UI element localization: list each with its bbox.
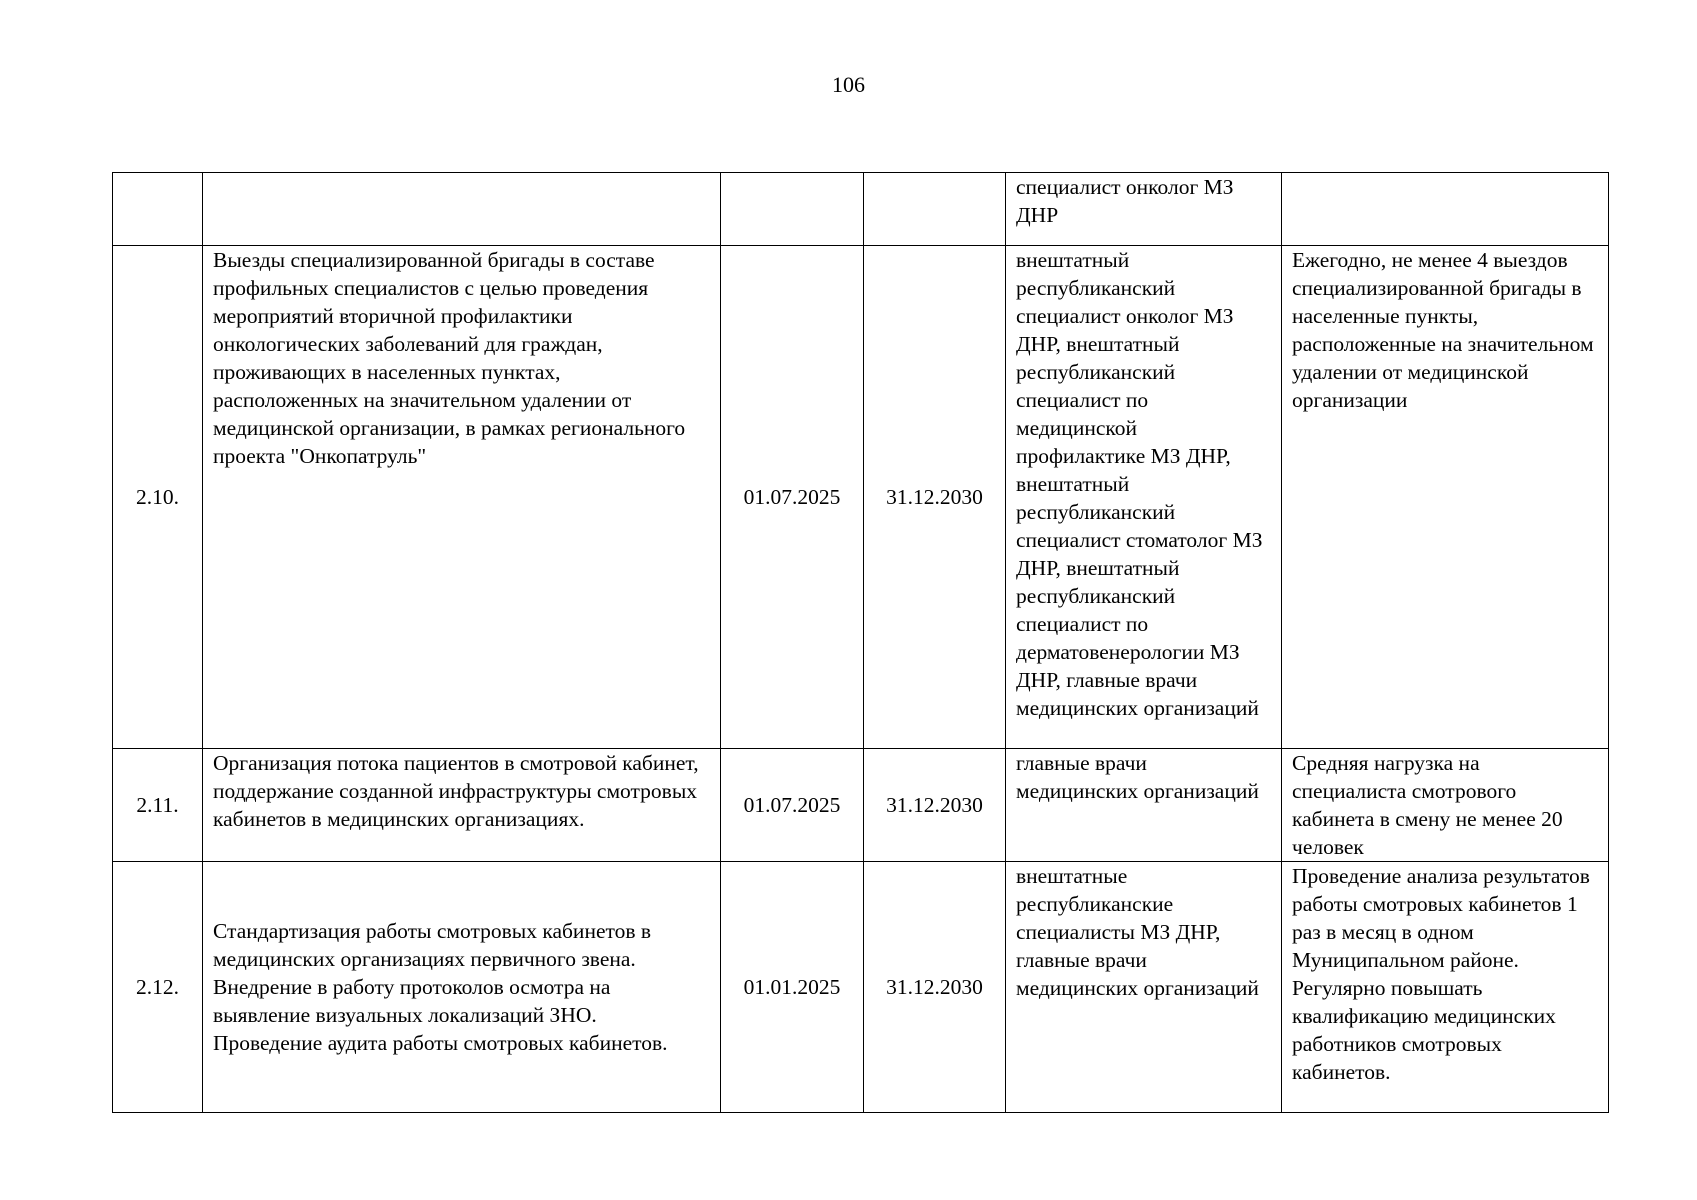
activity-description xyxy=(203,173,721,246)
table-row xyxy=(113,862,1609,1113)
responsible-persons: специалист онколог МЗ ДНР xyxy=(1006,173,1282,246)
expected-result: Проведение анализа результатов работы смотровых кабинетов 1 раз в месяц в одном Муниципальном районе. Регулярно повышать квалификацию медицинских работников смотровых кабинетов. xyxy=(1282,862,1609,1113)
end-date: 31.12.2030 xyxy=(864,862,1006,1113)
activity-description: Организация потока пациентов в смотровой кабинет, поддержание созданной инфраструктуры смотровых кабинетов в медицинских организациях. xyxy=(203,749,721,862)
activities-table xyxy=(112,172,1609,1113)
row-number: 2.12. xyxy=(113,862,203,1113)
row-number: 2.10. xyxy=(113,246,203,749)
responsible-persons: внештатные республиканские специалисты МЗ ДНР, главные врачи медицинских организаций xyxy=(1006,862,1282,1113)
table-row xyxy=(113,173,1609,246)
table-row xyxy=(113,246,1609,749)
expected-result xyxy=(1282,173,1609,246)
start-date xyxy=(721,173,864,246)
end-date: 31.12.2030 xyxy=(864,749,1006,862)
activity-description: Выезды специализированной бригады в составе профильных специалистов с целью проведения мероприятий вторичной профилактики онкологических заболеваний для граждан, проживающих в населенных пунктах, расположенных на значительном удалении от медицинской организации, в рамках регионального проекта "Онкопатруль" xyxy=(203,246,721,749)
responsible-persons: главные врачи медицинских организаций xyxy=(1006,749,1282,862)
start-date: 01.01.2025 xyxy=(721,862,864,1113)
responsible-persons: внештатный республиканский специалист онколог МЗ ДНР, внештатный республиканский специалист по медицинской профилактике МЗ ДНР, внештатный республиканский специалист стоматолог МЗ ДНР, внештатный республиканский специалист по дерматовенерологии МЗ ДНР, главные врачи медицинских организаций xyxy=(1006,246,1282,749)
start-date: 01.07.2025 xyxy=(721,246,864,749)
table-row xyxy=(113,749,1609,862)
page-number: 106 xyxy=(832,72,865,97)
end-date: 31.12.2030 xyxy=(864,246,1006,749)
activity-description: Стандартизация работы смотровых кабинетов в медицинских организациях первичного звена. Внедрение в работу протоколов осмотра на выявление визуальных локализаций ЗНО. Проведение аудита работы смотровых кабинетов. xyxy=(203,862,721,1113)
row-number: 2.11. xyxy=(113,749,203,862)
end-date xyxy=(864,173,1006,246)
row-number xyxy=(113,173,203,246)
start-date: 01.07.2025 xyxy=(721,749,864,862)
expected-result: Средняя нагрузка на специалиста смотрового кабинета в смену не менее 20 человек xyxy=(1282,749,1609,862)
expected-result: Ежегодно, не менее 4 выездов специализированной бригады в населенные пункты, расположенные на значительном удалении от медицинской организации xyxy=(1282,246,1609,749)
